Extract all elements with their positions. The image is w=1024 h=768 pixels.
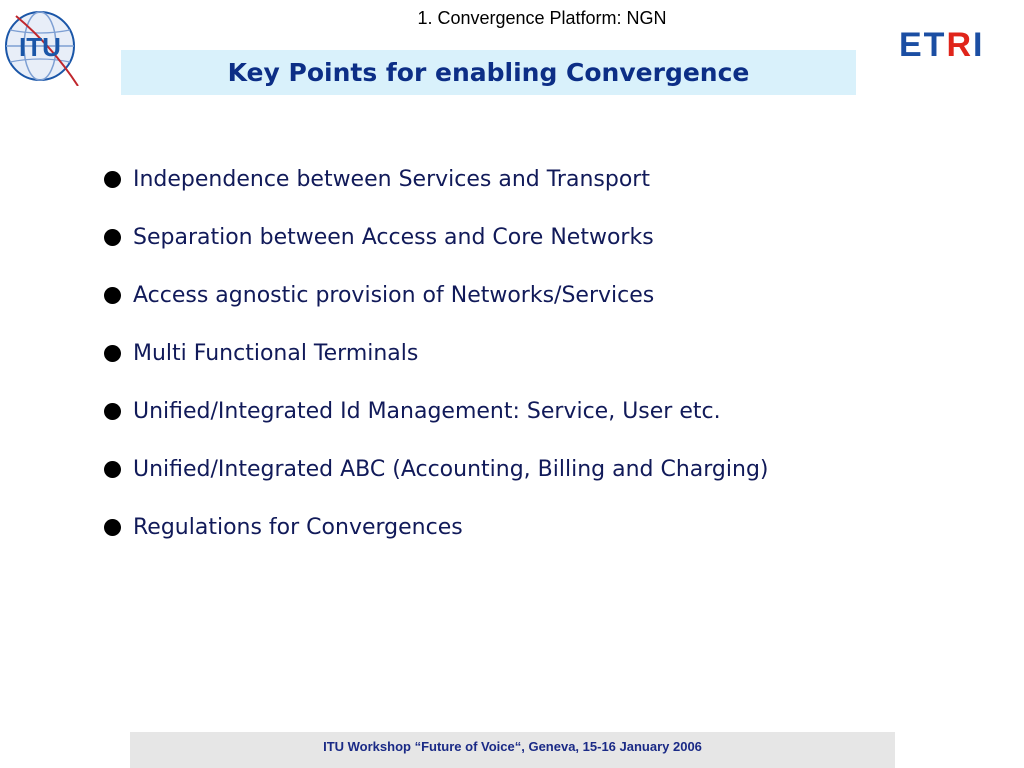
bullet-text: Unified/Integrated ABC (Accounting, Billing and Charging) [133,456,769,482]
itu-logo-text: ITU [19,32,61,62]
bullet-icon [104,403,121,420]
bullet-text: Multi Functional Terminals [133,340,419,366]
bullet-list [104,150,769,556]
footer-text: ITU Workshop “Future of Voice“, Geneva, 15-16 January 2006 [323,739,702,754]
bullet-icon [104,519,121,536]
list-item [104,440,769,498]
bullet-icon [104,345,121,362]
bullet-text: Regulations for Convergences [133,514,463,540]
list-item [104,266,769,324]
etri-logo-icon [897,26,1021,62]
bullet-icon [104,461,121,478]
bullet-icon [104,287,121,304]
section-title: 1. Convergence Platform: NGN [417,8,667,28]
list-item [104,208,769,266]
list-item [104,498,769,556]
list-item [104,150,769,208]
bullet-text: Unified/Integrated Id Management: Service, User etc. [133,398,721,424]
bullet-text: Separation between Access and Core Networks [133,224,654,250]
etri-logo-text: ETRI [899,26,985,62]
bullet-text: Access agnostic provision of Networks/Services [133,282,655,308]
bullet-icon [104,229,121,246]
slide-title: Key Points for enabling Convergence [227,58,750,87]
bullet-icon [104,171,121,188]
list-item [104,382,769,440]
bullet-text: Independence between Services and Transport [133,166,650,192]
list-item [104,324,769,382]
